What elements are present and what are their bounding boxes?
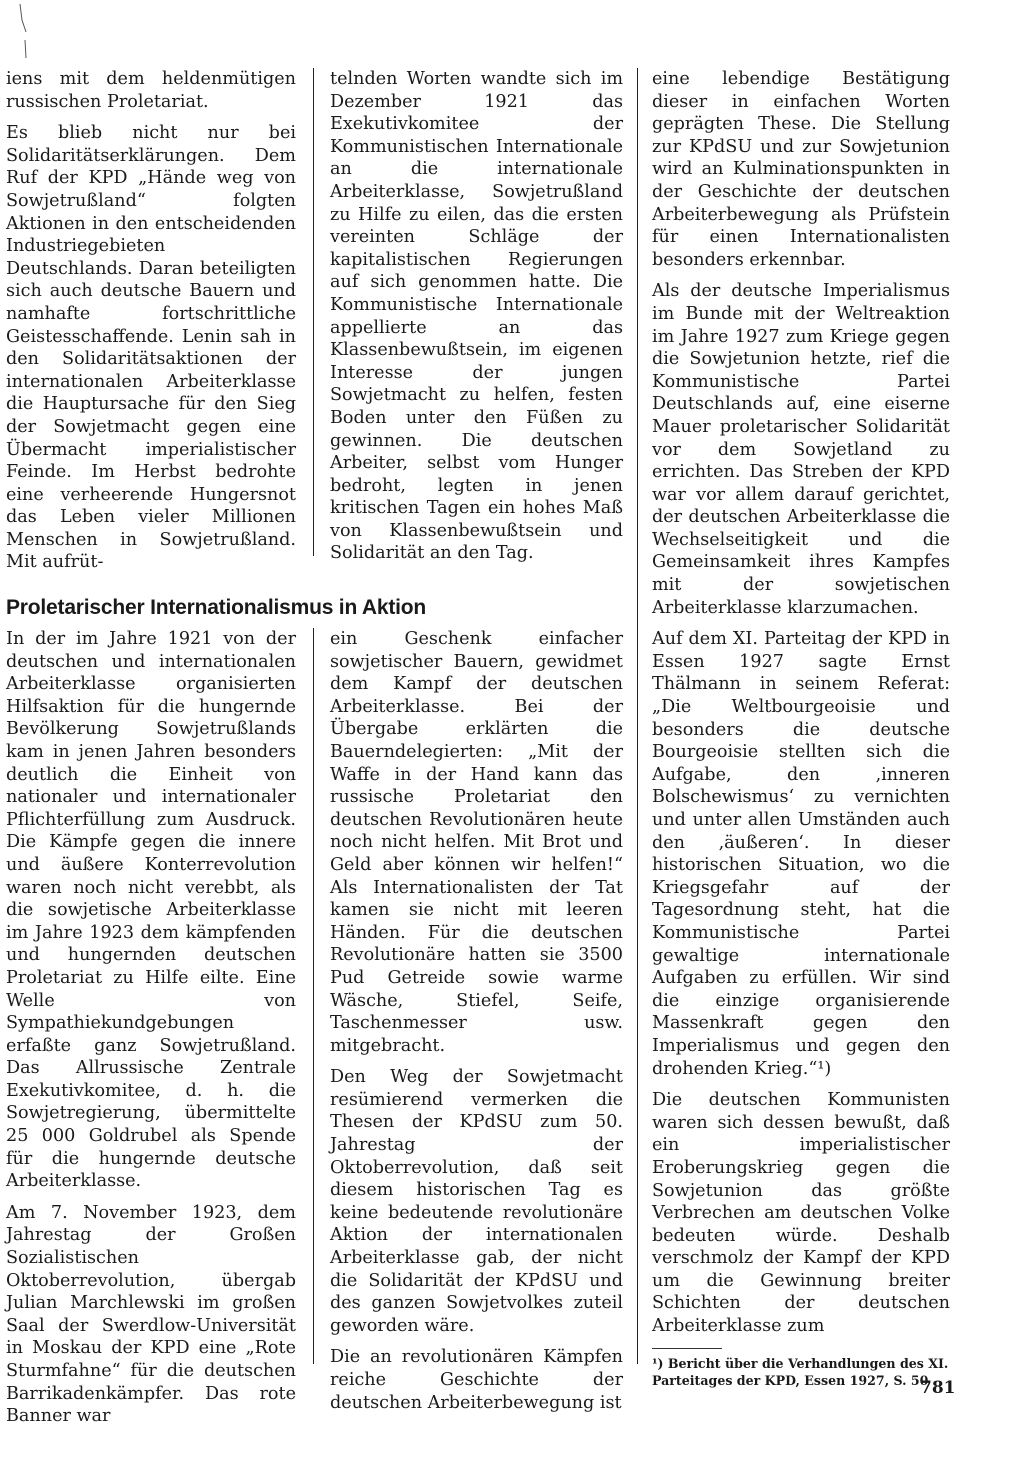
margin-scribble bbox=[8, 0, 28, 64]
paragraph: Als der deutsche Imperialismus im Bunde mit der Weltreaktion im Jahre 1927 zum Kriege gegen die Sowjetunion hetzte, rief die Kommunistische Partei Deutschlands auf, eine eiserne Mauer proletarischer Solidarität vor dem Sowjetland zu errichten. Das Streben der KPD war vor allem darauf gerichtet, der deutschen Arbeiterklasse die Wechselseitigkeit und die Gemeinsamkeit ihres Kampfes mit der sowjetischen Arbeiterklasse klarzumachen. bbox=[652, 281, 950, 618]
paragraph: Am 7. November 1923, dem Jahrestag der Großen Sozialistischen Oktoberrevolution, übergab Julian Marchlewski im großen Saal der Swerdlow-Universität in Moskau der KPD eine „Rote Sturmfahne“ für die deutschen Barrikadenkämpfer. Das rote Banner war bbox=[6, 1202, 296, 1427]
column-divider bbox=[313, 68, 314, 556]
paragraph: telnden Worten wandte sich im Dezember 1921 das Exekutivkomitee der Kommunistischen Internationale an die internationale Arbeiterklasse, Sowjetrußland zu Hilfe zu eilen, das die ersten vereinten Schläge der kapitalistischen Regierungen auf sich genommen hatte. Die Kommunistische Internationale appellierte an das Klassenbewußtsein, im eigenen Interesse der jungen Sowjetmacht zu helfen, festen Boden unter den Füßen zu gewinnen. Die deutschen Arbeiter, selbst vom Hunger bedroht, legten in jenen kritischen Tagen ein hohes Maß von Klassenbewußtsein und Solidarität an den Tag. bbox=[330, 69, 623, 564]
footnote: ¹) Bericht über die Verhandlungen des XI. Parteitages der KPD, Essen 1927, S. 50 bbox=[652, 1355, 949, 1388]
footnote-rule bbox=[652, 1348, 722, 1349]
column-divider bbox=[637, 68, 638, 1364]
column-divider bbox=[313, 628, 314, 1364]
paragraph: eine lebendige Bestätigung dieser in einfachen Worten geprägten These. Die Stellung zur KPdSU und zur Sowjetunion wird an Kulminationspunkten in der Geschichte der deutschen Arbeiterbewegung als Prüfstein für einen Internationalisten besonders erkennbar. bbox=[652, 69, 950, 270]
paragraph: Den Weg der Sowjetmacht resümierend vermerken die Thesen der KPdSU zum 50. Jahrestag der Oktoberrevolution, daß seit diesem historischen Tag es keine bedeutende revolutionäre Aktion der internationalen Arbeiterklasse gab, der nicht die Solidarität der KPdSU und des ganzen Sowjetvolkes zuteil geworden wäre. bbox=[330, 1067, 623, 1336]
bottom-column-2 bbox=[330, 628, 623, 1414]
top-column-2 bbox=[330, 68, 623, 565]
paragraph: Die deutschen Kommunisten waren sich dessen bewußt, daß ein imperialistischer Eroberungskrieg gegen die Sowjetunion das größte Verbrechen am deutschen Volke bedeuten würde. Deshalb verschmolz der Kampf der KPD um die Gewinnung breiter Schichten der deutschen Arbeiterklasse zum bbox=[652, 1090, 950, 1337]
paragraph: Auf dem XI. Parteitag der KPD in Essen 1927 sagte Ernst Thälmann in seinem Referat: „Die Weltbourgeoisie und besonders die deutsche Bourgeoisie stellten sich die Aufgabe, den ‚inneren Bolschewismus‘ zu vernichten und unter allen Umständen auch den ‚äußeren‘. In dieser historischen Situation, wo die Kriegsgefahr auf der Tagesordnung steht, hat die Kommunistische Partei gewaltige internationale Aufgaben zu erfüllen. Wir sind die einzige organisierende Massenkraft gegen den Imperialismus und gegen den drohenden Krieg.“¹) bbox=[652, 629, 950, 1079]
bottom-column-1 bbox=[6, 628, 296, 1428]
paragraph: In der im Jahre 1921 von der deutschen und internationalen Arbeiterklasse organisierten Hilfsaktion für die hungernde Bevölkerung Sowjetrußlands kam in jenen Jahren besonders deutlich die Einheit von nationaler und internationaler Pflichterfüllung zum Ausdruck. Die Kämpfe gegen die innere und äußere Konterrevolution waren noch nicht verebbt, als die sowjetische Arbeiterklasse im Jahre 1923 dem kämpfenden und hungernden deutschen Proletariat zu Hilfe eilte. Eine Welle von Sympathiekundgebungen erfaßte ganz Sowjetrußland. Das Allrussische Zentrale Exekutivkomitee, d. h. die Sowjetregierung, übermittelte 25 000 Goldrubel als Spende für die hungernde deutsche Arbeiterklasse. bbox=[6, 629, 296, 1192]
paragraph: Es blieb nicht nur bei Solidaritätserklärungen. Dem Ruf der KPD „Hände weg von Sowjetrußland“ folgten Aktionen in den entscheidenden Industriegebieten Deutschlands. Daran beteiligten sich auch deutsche Bauern und namhafte fortschrittliche Geistesschaffende. Lenin sah in den Solidaritätsaktionen der internationalen Arbeiterklasse die Hauptursache für den Sieg der Sowjetmacht gegen eine Übermacht imperialistischer Feinde. Im Herbst bedrohte eine verheerende Hungersnot das Leben vieler Millionen Menschen in Sowjetrußland. Mit aufrüt- bbox=[6, 123, 296, 573]
section-heading: Proletarischer Internationalismus in Aktion bbox=[6, 596, 427, 620]
right-column bbox=[652, 68, 950, 1389]
top-column-1 bbox=[6, 68, 296, 574]
paragraph: Die an revolutionären Kämpfen reiche Geschichte der deutschen Arbeiterbewegung ist bbox=[330, 1347, 623, 1413]
paragraph: iens mit dem heldenmütigen russischen Proletariat. bbox=[6, 69, 296, 112]
page-number: 781 bbox=[920, 1378, 956, 1398]
paragraph: ein Geschenk einfacher sowjetischer Bauern, gewidmet dem Kampf der deutschen Arbeiterklasse. Bei der Übergabe erklärten die Bauerndelegierten: „Mit der Waffe in der Hand kann das russische Proletariat den deutschen Revolutionären heute noch nicht helfen. Mit Brot und Geld aber können wir helfen!“ Als Internationalisten der Tat kamen sie nicht mit leeren Händen. Für die deutschen Revolutionäre hatten sie 3500 Pud Getreide sowie warme Wäsche, Stiefel, Seife, Taschenmesser usw. mitgebracht. bbox=[330, 629, 623, 1056]
